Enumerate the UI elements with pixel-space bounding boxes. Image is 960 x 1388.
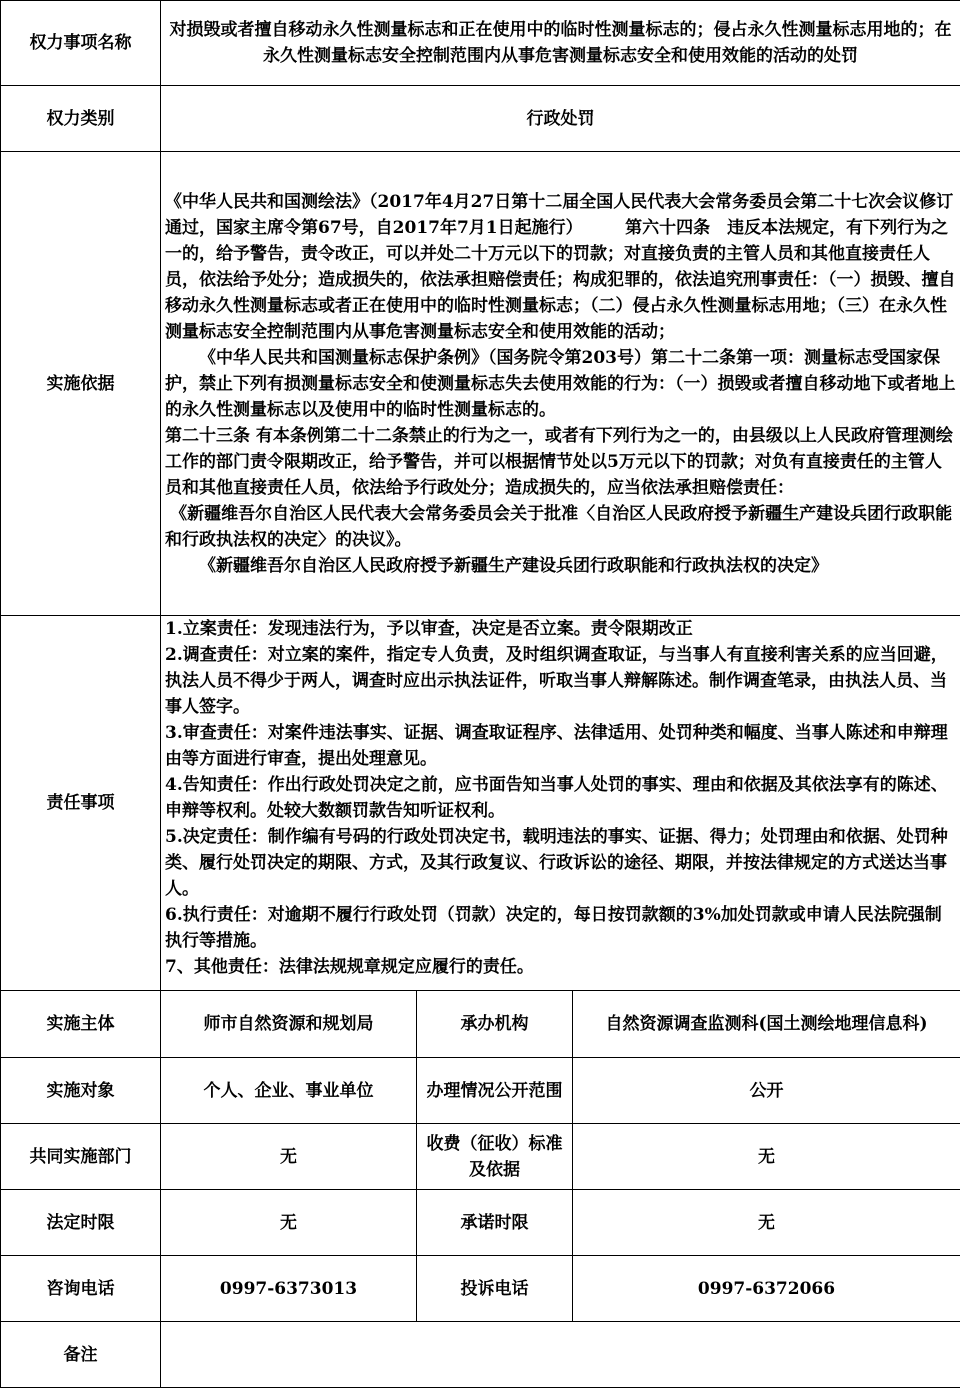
responsibility-item: 3.审查责任：对案件违法事实、证据、调查取证程序、法律适用、处罚种类和幅度、当事人陈述和申辩理由等方面进行审查，提出处理意见。 [165,723,948,769]
fee-standard-label: 收费（征收）标准及依据 [417,1124,573,1190]
row-joint-department [1,1124,960,1190]
disclosure-scope-label: 办理情况公开范围 [417,1058,573,1124]
promised-time-limit-label: 承诺时限 [417,1190,573,1256]
row-time-limit [1,1190,960,1256]
row-power-name [1,1,960,86]
row-basis [1,152,960,616]
complaint-phone-value: 0997-6372066 [573,1256,960,1322]
consult-phone-value: 0997-6373013 [161,1256,417,1322]
row-power-type [1,86,960,152]
responsibilities-label: 责任事项 [1,616,161,991]
responsibility-item: 1.立案责任：发现违法行为，予以审查，决定是否立案。责令限期改正 [165,619,693,639]
row-remarks [1,1322,960,1388]
consult-phone-label: 咨询电话 [1,1256,161,1322]
basis-xinjiang-decision: 《新疆维吾尔自治区人民政府授予新疆生产建设兵团行政职能和行政执法权的决定》 [199,555,828,576]
implementing-target-value: 个人、企业、事业单位 [161,1058,417,1124]
basis-surveying-law: 《中华人民共和国测绘法》（2017年4月27日第十二届全国人民代表大会常务委员会第二十七次会议修订通过，国家主席令第67号，自2017年7月1日起施行） 第六十四条 违反本法规定，有下列行为之一的，给予警告，责令改正，可以并处二十万元以下的罚款；对直接负责的主管人员和其他直接责任人员，依法给予处分；造成损失的，依法承担赔偿责任；构成犯罪的，依法追究刑事责任：（一）损毁、擅自移动永久性测量标志或者正在使用中的临时性测量标志；（二）侵占永久性测量标志用地；（三）在永久性测量标志安全控制范围内从事危害测量标志安全和使用效能的活动； [165,191,956,342]
responsibility-item: 5.决定责任：制作编有号码的行政处罚决定书，载明违法的事实、证据、得力；处罚理由和依据、处罚种类、履行处罚决定的期限、方式，及其行政复议、行政诉讼的途径、期限，并按法律规定的方式送达当事人。 [165,827,948,899]
disclosure-scope-value: 公开 [573,1058,960,1124]
basis-mark-protection-regulation: 《中华人民共和国测量标志保护条例》（国务院令第203号）第二十二条第一项：测量标志受国家保护，禁止下列有损测量标志安全和使测量标志失去使用效能的行为：（一）损毁或者擅自移动地下或者地上的永久性测量标志以及使用中的临时性测量标志的。 [165,347,956,420]
implementing-body-label: 实施主体 [1,991,161,1058]
responsibility-item: 4.告知责任：作出行政处罚决定之前，应书面告知当事人处罚的事实、理由和依据及其依法享有的陈述、申辩等权利。处较大数额罚款告知听证权利。 [165,775,948,821]
row-phones [1,1256,960,1322]
joint-department-value: 无 [161,1124,417,1190]
fee-standard-value: 无 [573,1124,960,1190]
basis-value [161,152,960,616]
power-type-label: 权力类别 [1,86,161,152]
legal-time-limit-value: 无 [161,1190,417,1256]
complaint-phone-label: 投诉电话 [417,1256,573,1322]
responsibilities-value [161,616,960,991]
responsibility-item: 7、其他责任：法律法规规章规定应履行的责任。 [165,957,534,977]
handling-agency-value: 自然资源调查监测科(国土测绘地理信息科) [573,991,960,1058]
basis-xinjiang-resolution: 《新疆维吾尔自治区人民代表大会常务委员会关于批准〈自治区人民政府授予新疆生产建设兵团行政职能和行政执法权的决定〉的决议》。 [165,503,953,550]
remarks-label: 备注 [1,1322,161,1388]
legal-time-limit-label: 法定时限 [1,1190,161,1256]
promised-time-limit-value: 无 [573,1190,960,1256]
implementing-target-label: 实施对象 [1,1058,161,1124]
basis-label: 实施依据 [1,152,161,616]
row-implementing-body [1,991,960,1058]
remarks-value [161,1322,960,1388]
power-type-value: 行政处罚 [161,86,960,152]
row-responsibilities [1,616,960,991]
power-name-label: 权力事项名称 [1,1,161,86]
row-implementing-target [1,1058,960,1124]
handling-agency-label: 承办机构 [417,991,573,1058]
basis-article-23: 第二十三条 有本条例第二十二条禁止的行为之一，或者有下列行为之一的，由县级以上人民政府管理测绘工作的部门责令限期改正，给予警告，并可以根据情节处以5万元以下的罚款；对负有直接责任的主管人员和其他直接责任人员，依法给予行政处分；造成损失的，应当依法承担赔偿责任： [165,425,953,498]
implementing-body-value: 师市自然资源和规划局 [161,991,417,1058]
responsibility-item: 2.调查责任：对立案的案件，指定专人负责，及时组织调查取证，与当事人有直接利害关系的应当回避，执法人员不得少于两人，调查时应出示执法证件，听取当事人辩解陈述。制作调查笔录，由执法人员、当事人签字。 [165,645,948,717]
power-name-value: 对损毁或者擅自移动永久性测量标志和正在使用中的临时性测量标志的；侵占永久性测量标志用地的；在永久性测量标志安全控制范围内从事危害测量标志安全和使用效能的活动的处罚 [161,1,960,86]
joint-department-label: 共同实施部门 [1,1124,161,1190]
responsibility-item: 6.执行责任：对逾期不履行行政处罚（罚款）决定的，每日按罚款额的3%加处罚款或申请人民法院强制执行等措施。 [165,905,942,951]
